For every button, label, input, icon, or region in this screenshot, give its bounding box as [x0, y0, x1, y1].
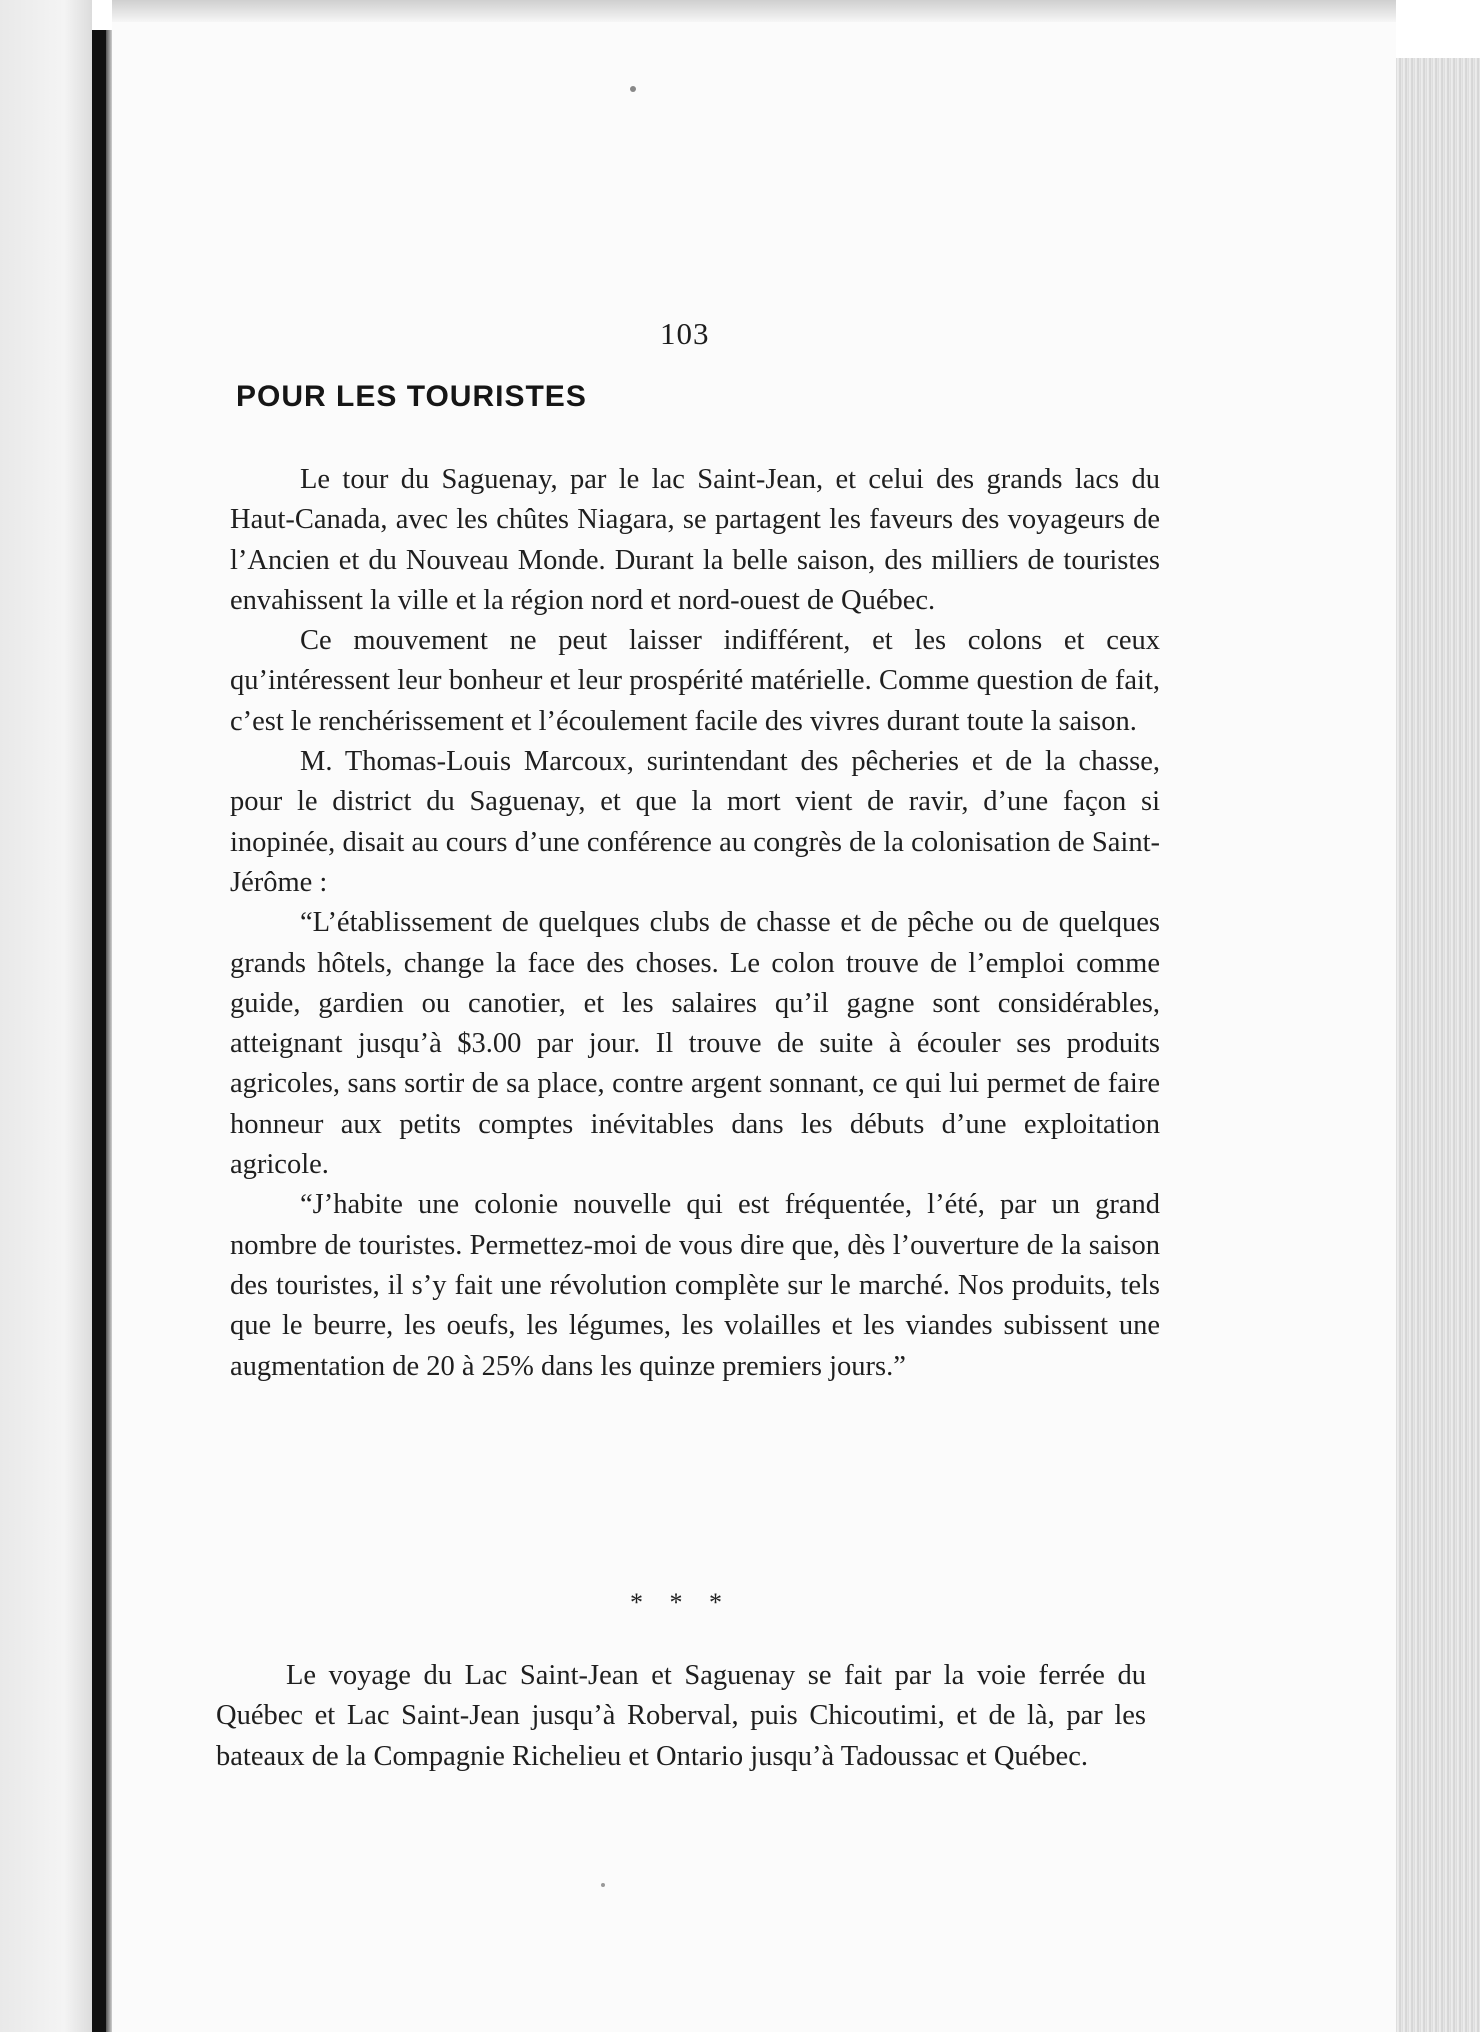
page-number: 103	[660, 316, 710, 351]
body-text	[230, 460, 1160, 1387]
final-text	[216, 1656, 1146, 1777]
previous-page-edge	[0, 0, 92, 2032]
paragraph: M. Thomas-Louis Marcoux, surintendant des pêcheries et de la chasse, pour le district du Saguenay, et que la mort vient de ravir, d’une façon si inopinée, disait au cours d’une conférence au congrès de la colonisation de Saint-Jérôme :	[230, 746, 1160, 898]
dust-speck	[601, 1883, 605, 1887]
quotation-paragraph: “L’établissement de quelques clubs de chasse et de pêche ou de quelques grands hôtels, change la face des choses. Le colon trouve de l’emploi comme guide, gardien ou canotier, et les salaires qu’il gagne sont considérables, atteignant jusqu’à $3.00 par jour. Il trouve de suite à écouler ses produits agricoles, sans sortir de sa place, contre argent sonnant, ce qui lui permet de faire honneur aux petits comptes inévitables dans les débuts d’une exploitation agricole.	[230, 907, 1160, 1181]
paragraph: Ce mouvement ne peut laisser indifférent, et les colons et ceux qu’intéressent leur bonheur et leur prospérité matérielle. Comme question de fait, c’est le renchérissement et l’écoulement facile des vivres durant toute la saison.	[230, 625, 1160, 737]
quotation-paragraph: “J’habite une colonie nouvelle qui est fréquentée, l’été, par un grand nombre de touristes. Permettez-moi de vous dire que, dès l’ouverture de la saison des touristes, il s’y fait une révolution complète sur le marché. Nos produits, tels que le beurre, les oeufs, les légumes, les volailles et les viandes subissent une augmentation de 20 à 25% dans les quinze premiers jours.”	[230, 1189, 1160, 1382]
top-page-edge	[112, 0, 1396, 22]
section-heading: POUR LES TOURISTES	[236, 380, 587, 413]
paragraph: Le tour du Saguenay, par le lac Saint-Jean, et celui des grands lacs du Haut-Canada, avec les chûtes Niagara, se partagent les faveurs des voyageurs de l’Ancien et du Nouveau Monde. Durant la belle saison, des milliers de touristes envahissent la ville et la région nord et nord-ouest de Québec.	[230, 464, 1160, 616]
paragraph: Le voyage du Lac Saint-Jean et Saguenay se fait par la voie ferrée du Québec et Lac Saint-Jean jusqu’à Roberval, puis Chicoutimi, et de là, par les bateaux de la Compagnie Richelieu et Ontario jusqu’à Tadoussac et Québec.	[216, 1660, 1146, 1772]
book-spine	[92, 30, 106, 2032]
dust-speck	[630, 86, 636, 92]
stacked-pages-edge	[1396, 58, 1480, 2032]
section-separator: * * *	[630, 1588, 732, 1617]
right-corner	[1396, 0, 1480, 58]
